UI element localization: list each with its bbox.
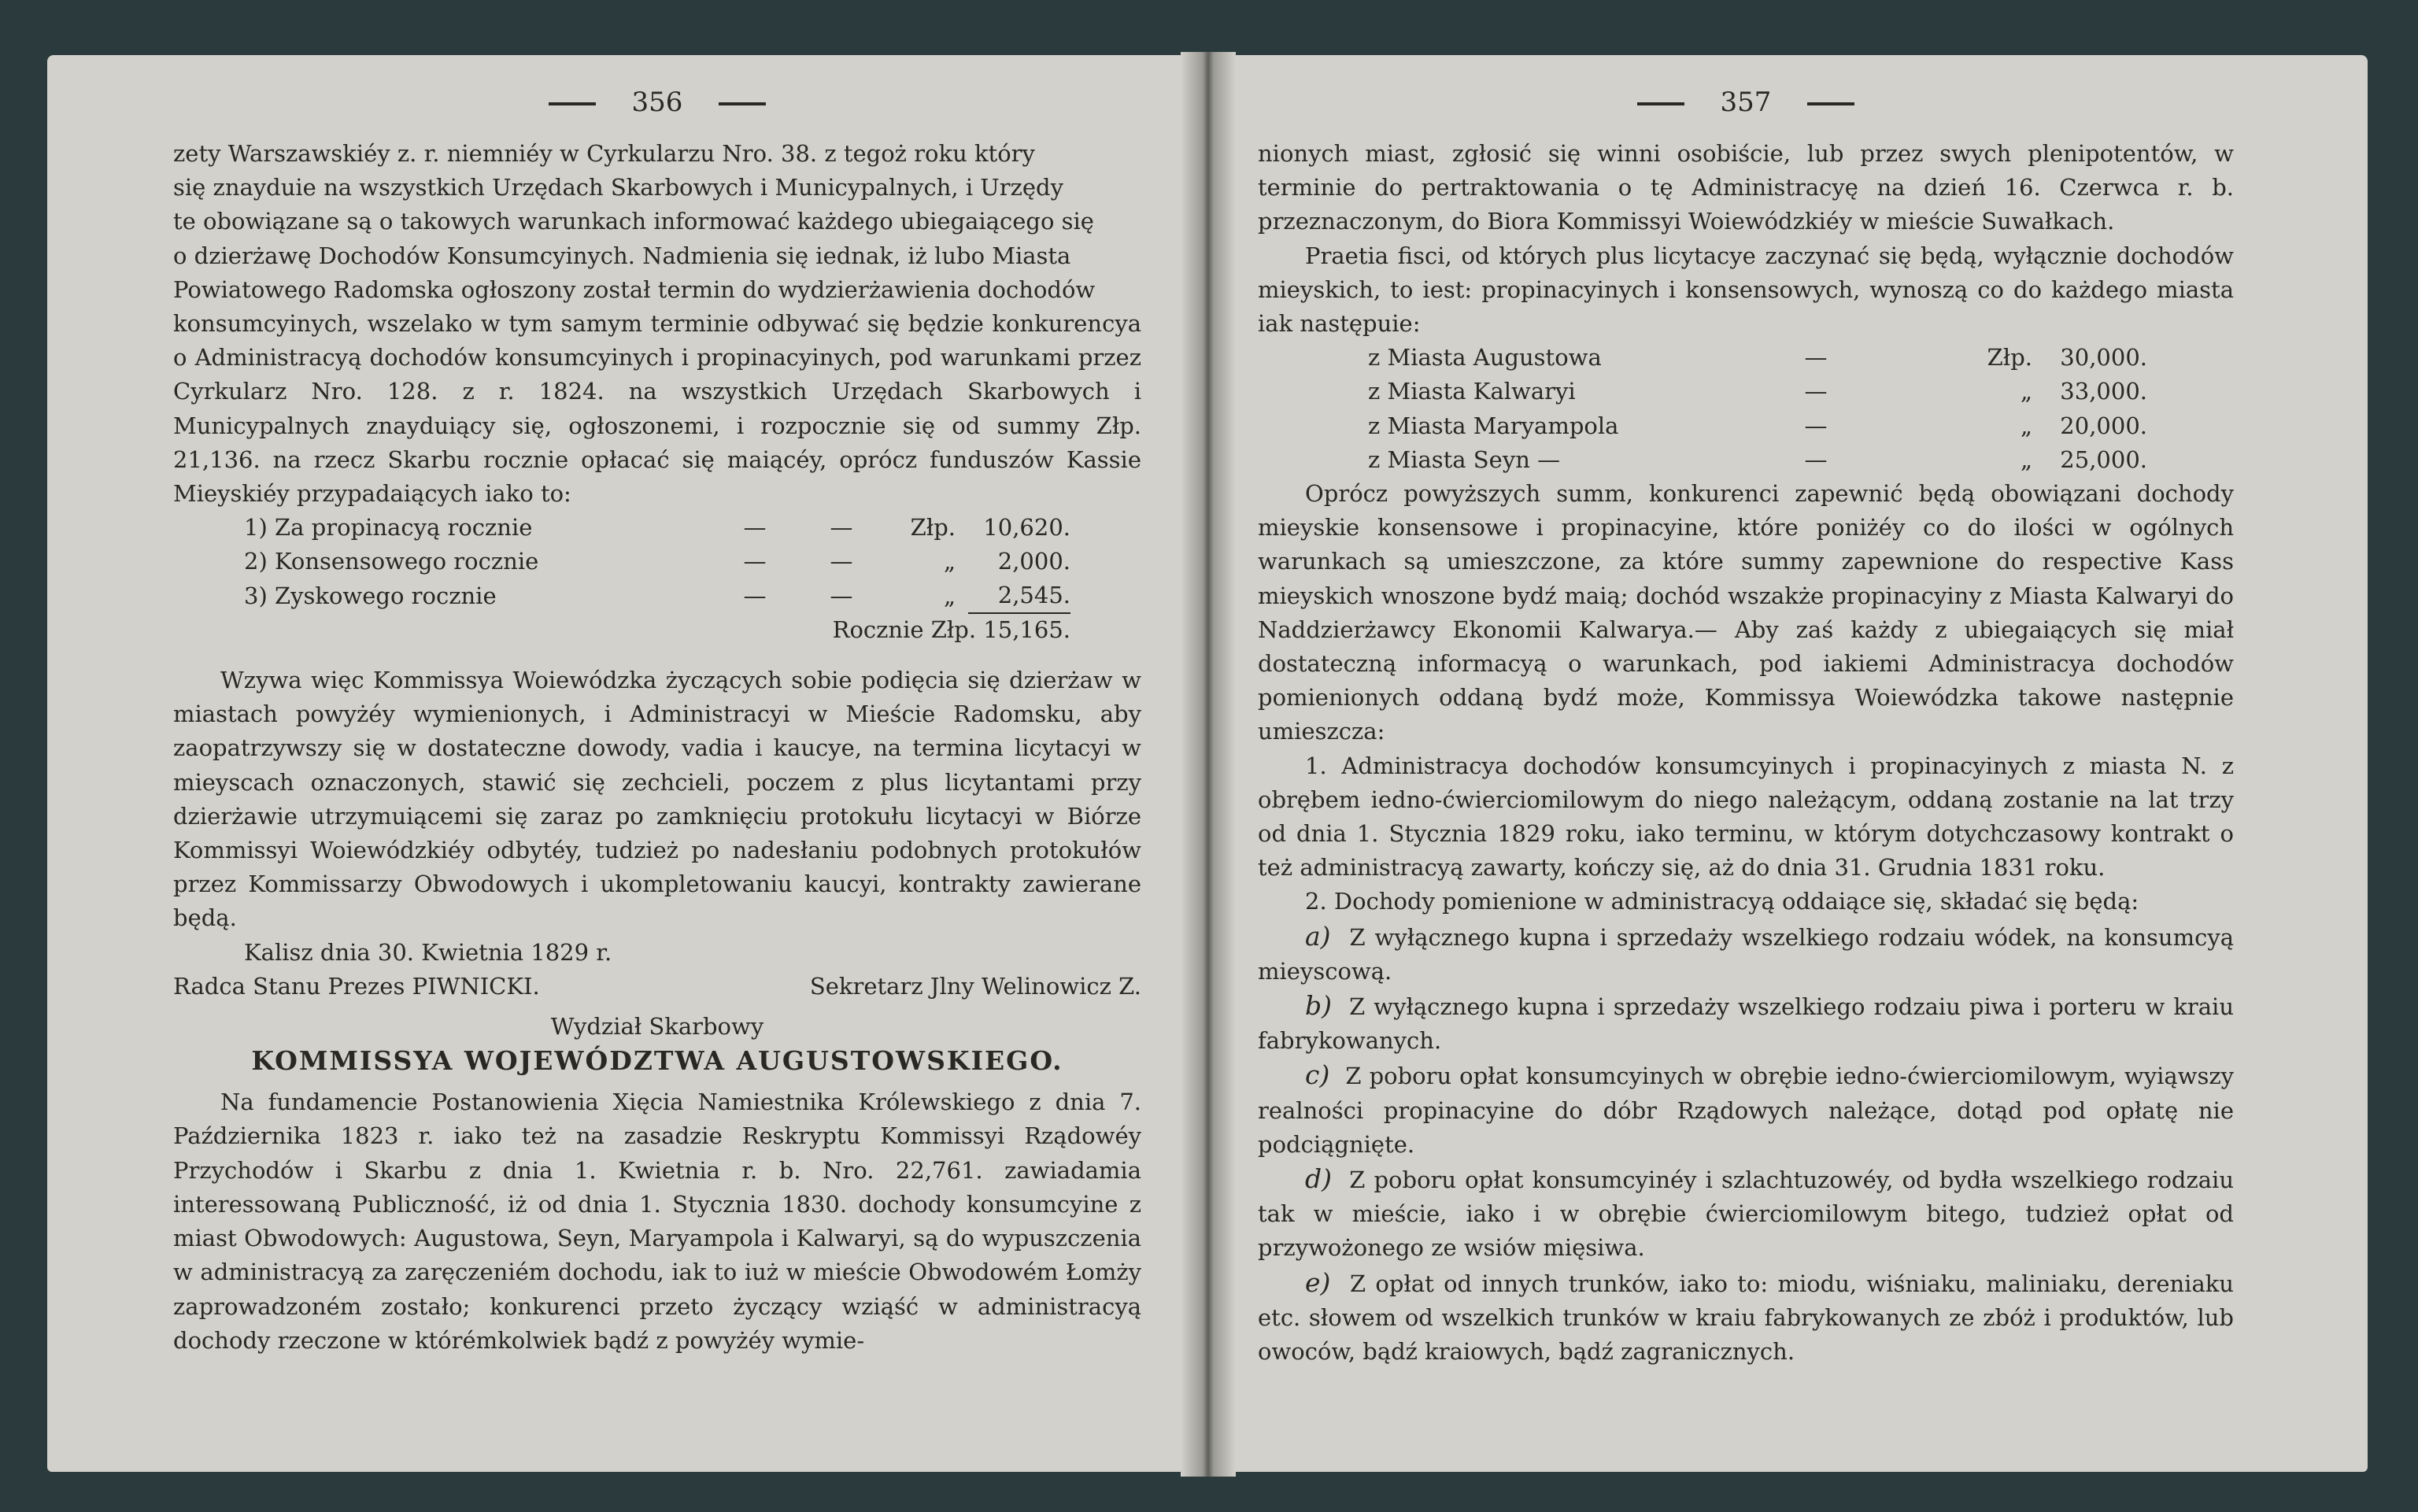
town-price-row: z Miasta Augustowa — Złp. 30,000. xyxy=(1368,344,2147,372)
sub-item: c) Z poboru opłat konsumcyinych w obrębie iedno-ćwierciomilowym, wyiąwszy realności propinacyine do dóbr Rządowych należące, dotąd pod opłatę nie podciągnięte. xyxy=(1258,1059,2235,1158)
paragraph: Oprócz powyższych summ, konkurenci zapewnić będą obowiązani dochody mieyskie konsensowe i propinacyine, które poniżéy co do ilości w ogólnych warunkach są umieszczone, za które summy zapewnione do respective Kass mieyskich wnoszone bydź maią; dochód wszakże propinacyiny z Miasta Kalwaryi do Naddzierżawcy Ekonomii Kalwarya.— Aby zaś każdy z ubiegaiących się miał dostateczną informacyą o warunkach, pod iakiemi Administracya dochodów pomienionych oddaną bydź może, Kommissya Woiewódzka takowe następnie umieszcza: xyxy=(1258,479,2234,745)
sub-item: a) Z wyłącznego kupna i sprzedaży wszelkiego rodzaiu wódek, na konsumcyą mieyscową. xyxy=(1258,920,2234,985)
revenue-total: Rocznie Złp. 15,165. xyxy=(832,616,1070,643)
paragraph: nionych miast, zgłosić się winni osobiście, lub przez swych plenipotentów, w terminie do pertraktowania o tę Administracyę na dzień 16. Czerwca r. b. przeznaczonym, do Biora Kommissyi Woiewódzkiéy w mieście Suwałkach. xyxy=(1258,140,2234,235)
text-line: się znayduie na wszystkich Urzędach Skarbowych i Municypalnych, i Urzędy xyxy=(173,174,1063,201)
left-page-content xyxy=(173,79,1141,1358)
dash-ornament xyxy=(1807,102,1854,105)
text-line: te obowiązane są o takowych warunkach informować każdego ubiegaiącego się xyxy=(173,208,1094,235)
section-title: Wydział Skarbowy xyxy=(550,1012,764,1040)
paragraph: 2. Dochody pomienione w administracyą oddaiące się, składać się będą: xyxy=(1305,888,2139,915)
right-page-content xyxy=(1258,79,2234,1369)
text-line: o dzierżawę Dochodów Konsumcyinych. Nadmienia się iednak, iż lubo Miasta xyxy=(173,242,1071,269)
right-page xyxy=(1218,55,2368,1472)
town-price-row: z Miasta Seyn — — „ 25,000. xyxy=(1368,445,2147,473)
paragraph: Praetia fisci, od których plus licytacye zaczynać się będą, wyłącznie dochodów mieyskich, to iest: propinacyinych i konsensowych, wynoszą co do każdego miasta iak następuie: xyxy=(1258,242,2234,338)
signature-secretary: Sekretarz Jlny Welinowicz Z. xyxy=(809,972,1141,1000)
town-price-row: z Miasta Kalwaryi — „ 33,000. xyxy=(1368,378,2147,405)
dash-ornament xyxy=(1637,102,1684,105)
paragraph: Wzywa więc Kommissya Woiewódzka życzących sobie podięcia się dzierżaw w miastach powyżéy wymienionych, i Administracyi w Mieście Radomsku, aby zaopatrzywszy się w dostateczne dowody, vadia i kaucye, na termina licytacyi w mieyscach oznaczonych, stawić się zechcieli, poczem z plus licytantami przy dzierżawie utrzymuiącemi się zaraz po zamknięciu protokułu licytacyi w Biórze Kommissyi Woiewódzkiéy odbytéy, tudzież po nadesłaniu podobnych protokułów przez Kommissarzy Obwodowych i ukompletowaniu kaucyi, kontrakty zawierane będą. xyxy=(173,666,1141,932)
paragraph: Na fundamencie Postanowienia Xięcia Namiestnika Królewskiego z dnia 7. Października 1823 r. iako też na zasadzie Reskryptu Kommissyi Rządowéy Przychodów i Skarbu z dnia 1. Kwietnia r. b. Nro. 22,761. zawiadamia interessowaną Publiczność, iż od dnia 1. Stycznia 1830. dochody konsumcyine z miast Obwodowych: Augustowa, Seyn, Maryampola i Kalwaryi, są do wypuszczenia w administracyą za zaręczeniém dochodu, iak to iuż w mieście Obwodowém Łomży zaprowadzoném zostało; konkurenci przeto życzący wziąść w administracyą dochody rzeczone w którémkolwiek bądź z powyżéy wymie- xyxy=(173,1089,1141,1354)
signatures xyxy=(173,970,1141,1004)
signature-president: Radca Stanu Prezes PIWNICKI. xyxy=(173,972,540,1000)
paragraph: 1. Administracya dochodów konsumcyinych i propinacyinych z miasta N. z obrębem iedno-ćwierciomilowym do niego należącym, oddaną zostanie na lat trzy od dnia 1. Stycznia 1829 roku, iako terminu, w którym dotychczasowy kontrakt o też administracyą zawarty, kończy się, aż do dnia 31. Grudnia 1831 roku. xyxy=(1258,752,2234,882)
page-number-right: 357 xyxy=(1258,79,2234,126)
section-heading: KOMMISSYA WOJEWÓDZTWA AUGUSTOWSKIEGO. xyxy=(251,1045,1063,1077)
text-line: Powiatowego Radomska ogłoszony został termin do wydzierżawienia dochodów xyxy=(173,275,1096,303)
revenue-row: 1) Za propinacyą rocznie — — Złp. 10,620. xyxy=(244,514,1070,542)
town-price-row: z Miasta Maryampola — „ 20,000. xyxy=(1368,412,2147,439)
page-number-left: 356 xyxy=(173,79,1141,126)
sub-item: b) Z wyłącznego kupna i sprzedaży wszelkiego rodzaiu piwa i porteru w kraiu fabrykowanych. xyxy=(1258,990,2235,1055)
place-date: Kalisz dnia 30. Kwietnia 1829 r. xyxy=(244,938,612,966)
dash-ornament xyxy=(549,102,596,105)
sub-item: e) Z opłat od innych trunków, iako to: miodu, wiśniaku, maliniaku, dereniaku etc. słowem od wszelkich trunków w kraiu fabrykowanych ze zbóż i produktów, lub owoców, bądź kraiowych, bądź zagranicznych. xyxy=(1258,1266,2234,1366)
dash-ornament xyxy=(719,102,766,105)
sub-item: d) Z poboru opłat konsumcyinéy i szlachtuzowéy, od bydła wszelkiego rodzaiu tak w mieście, iako i w obrębie ćwierciomilowym bitego, tudzież opłat od przywożonego ze wsiów mięsiwa. xyxy=(1258,1163,2234,1262)
book-gutter xyxy=(1181,52,1236,1477)
paragraph: konsumcyinych, wszelako w tym samym terminie odbywać się będzie konkurencya o Administracyą dochodów konsumcyinych i propinacyinych, pod warunkami przez Cyrkularz Nro. 128. z r. 1824. na wszystkich Urzędach Skarbowych i Municypalnych znayduiący się, ogłoszonemi, i rozpocznie się od summy Złp. 21,136. na rzecz Skarbu rocznie opłacać się maiącéy, oprócz funduszów Kassie Mieyskiéy przypadaiących iako to: xyxy=(173,309,1141,507)
revenue-row: 2) Konsensowego rocznie — — „ 2,000. xyxy=(244,548,1070,575)
text-line: zety Warszawskiéy z. r. niemniéy w Cyrkularzu Nro. 38. z tegoż roku który xyxy=(173,140,1035,167)
revenue-row: 3) Zyskowego rocznie — — „ 2,545. xyxy=(173,579,1141,613)
left-page xyxy=(47,55,1196,1472)
